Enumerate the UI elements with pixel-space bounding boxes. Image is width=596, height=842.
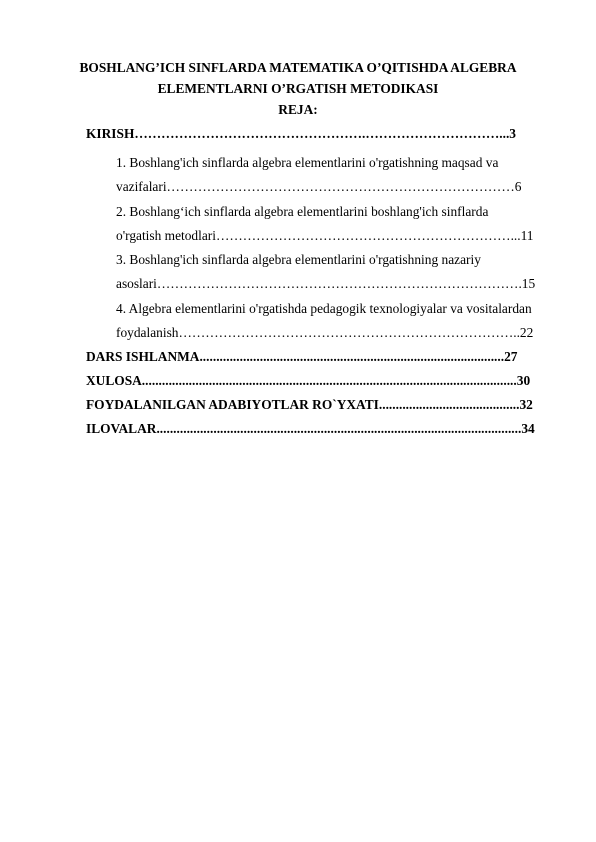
toc-entry-xulosa: XULOSA................................................................................................................30	[86, 373, 531, 388]
title-line-1: BOSHLANG’ICH SINFLARDA MATEMATIKA O’QITISHDA ALGEBRA	[79, 60, 517, 75]
toc-entry-4-line-1: 4. Algebra elementlarini o'rgatishda pedagogik texnologiyalar va vositalardan	[116, 301, 532, 316]
toc-entry-3-line-1: 3. Boshlang'ich sinflarda algebra elementlarini o'rgatishning nazariy	[116, 252, 481, 267]
toc-entry-3-line-2: asoslari……………………………………………………………………….15	[116, 276, 536, 291]
toc-entry-foydalanilgan-adabiyotlar: FOYDALANILGAN ADABIYOTLAR RO`YXATI..........................................32	[86, 397, 533, 412]
toc-entry-dars-ishlanma: DARS ISHLANMA...........................................................................................27	[86, 349, 518, 364]
toc-entry-2-line-1: 2. Boshlang‘ich sinflarda algebra elementlarini boshlang'ich sinflarda	[116, 204, 489, 219]
toc-entry-1-line-1: 1. Boshlang'ich sinflarda algebra elementlarini o'rgatishning maqsad va	[116, 155, 499, 170]
title-line-2: ELEMENTLARNI O’RGATISH METODIKASI	[157, 81, 439, 96]
toc-entry-2-line-2: o'rgatish metodlari…………………………………………………………...11	[116, 228, 534, 243]
toc-entry-kirish: KIRISH…………………………………………….…………………………...3	[86, 126, 517, 141]
toc-entry-1-line-2: vazifalari……………………………………………………………………6	[116, 179, 522, 194]
toc-entry-4-line-2: foydalanish…………………………………………………………………..22	[116, 325, 534, 340]
plan-heading: REJA:	[278, 102, 318, 117]
toc-entry-ilovalar: ILOVALAR.............................................................................................................34	[86, 421, 535, 436]
